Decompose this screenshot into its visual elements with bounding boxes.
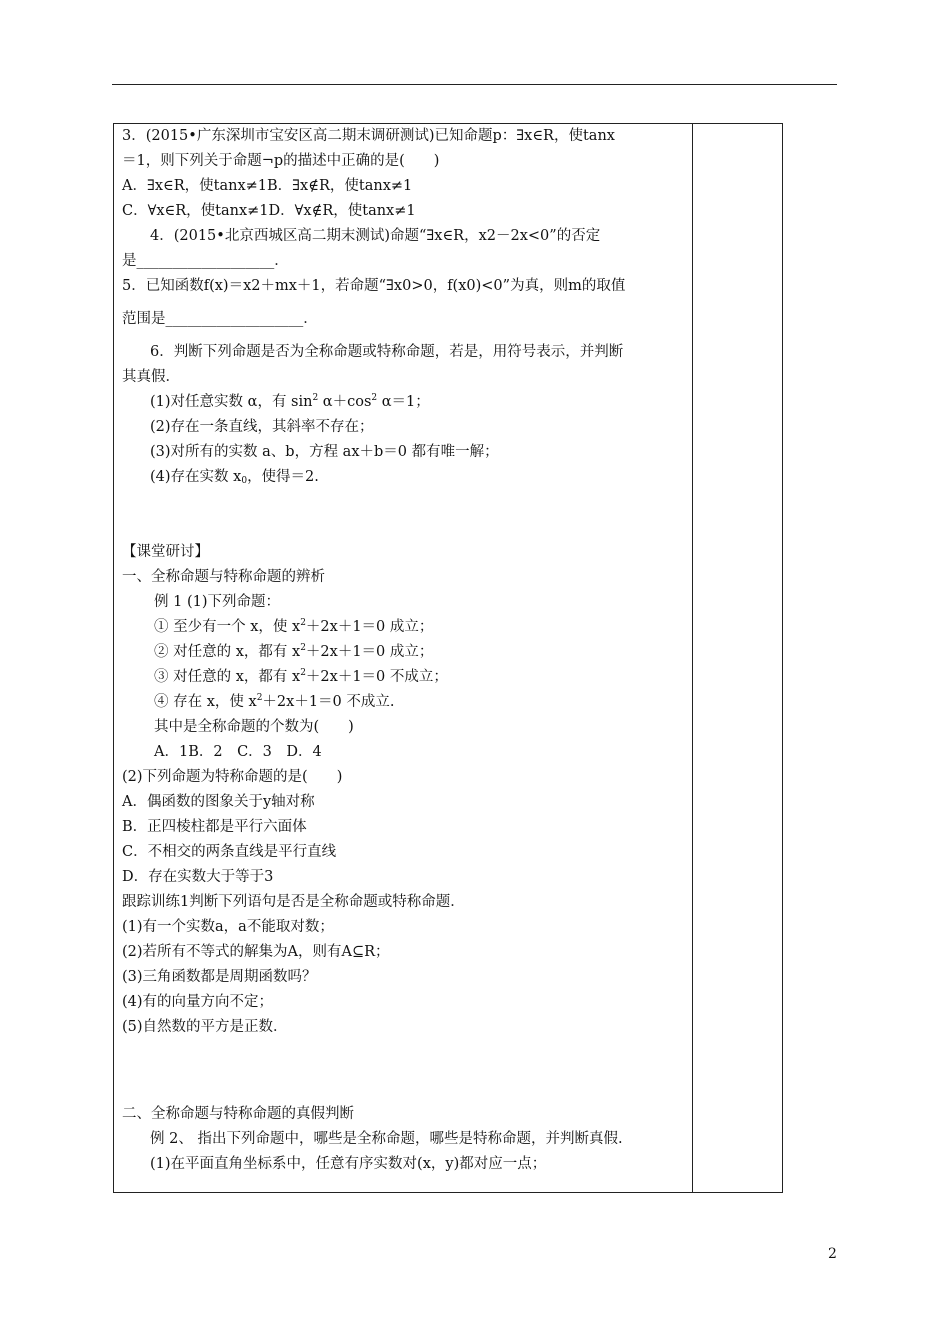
q4-line1: 4．(2015•北京西城区高二期末测试)命题“∃x∈R，x2－2x<0”的否定	[150, 228, 601, 244]
example1-choice-2: ② 对任意的 x，都有 $x^2+2x+1=0$ 成立；	[154, 643, 434, 660]
example1-title: 例 1 (1)下列命题：	[154, 594, 280, 610]
example1-part2-option-a: A．偶函数的图象关于y轴对称	[122, 794, 315, 810]
example1-choice-1: ① 至少有一个 x，使 $x^2+2x+1=0$ 成立；	[154, 618, 434, 635]
example2-title: 例 2、 指出下列命题中，哪些是全称命题，哪些是特称命题，并判断真假.	[150, 1131, 623, 1147]
section-title: 【课堂研讨】	[122, 544, 209, 560]
q4-line2: 是___________________．	[122, 253, 289, 269]
training1-item-5: (5)自然数的平方是正数．	[122, 1019, 288, 1035]
example1-part2-option-c: C．不相交的两条直线是平行直线	[122, 844, 337, 860]
example1-choice-4: ④ 存在 x，使 $x^2+2x+1=0$ 不成立.	[154, 693, 395, 710]
training1-title: 跟踪训练1判断下列语句是否是全称命题或特称命题．	[122, 894, 465, 910]
notes-column-divider	[692, 123, 693, 1193]
q5-line2: 范围是___________________．	[122, 311, 318, 327]
example1-question: 其中是全称命题的个数为( )	[154, 719, 354, 735]
q3-line3: A．∃x∈R，使tanx≠1B．∃x∉R，使tanx≠1	[122, 178, 413, 194]
q6-item1: (1)对任意实数 α，有 $\sin^2 \alpha+\cos^2$ α＝1；	[150, 393, 430, 410]
training1-item-4: (4)有的向量方向不定；	[122, 994, 274, 1010]
example2-item-1: (1)在平面直角坐标系中，任意有序实数对(x，y)都对应一点；	[150, 1156, 547, 1172]
q3-line4: C．∀x∈R，使tanx≠1D．∀x∉R，使tanx≠1	[122, 203, 416, 219]
training1-item-1: (1)有一个实数a，a不能取对数；	[122, 919, 334, 935]
example1-choice-3: ③ 对任意的 x，都有 $x^2+2x+1=0$ 不成立；	[154, 668, 448, 685]
q6-item3: (3)对所有的实数 a、b，方程 ax＋b＝0 都有唯一解；	[150, 444, 499, 460]
training1-item-2: (2)若所有不等式的解集为A，则有A⊆R；	[122, 944, 390, 960]
example1-part2-option-d: D．存在实数大于等于3	[122, 869, 274, 885]
q3-line1: 3．(2015•广东深圳市宝安区高二期末调研测试)已知命题p：∃x∈R，使tanx	[122, 128, 615, 144]
q3-line2: ＝1，则下列关于命题¬p的描述中正确的是( )	[122, 153, 440, 169]
worksheet-content	[122, 124, 688, 1177]
training1-item-3: (3)三角函数都是周期函数吗？	[122, 969, 317, 985]
part2-heading: 二、全称命题与特称命题的真假判断	[122, 1106, 354, 1122]
example1-part2: (2)下列命题为特称命题的是( )	[122, 769, 343, 785]
q6-item4: (4)存在实数 $x_0$，使得＝2.	[150, 469, 319, 486]
example1-options: A．1B．2 C．3 D．4	[154, 744, 322, 760]
part1-heading: 一、全称命题与特称命题的辨析	[122, 569, 325, 585]
q6-item2: (2)存在一条直线，其斜率不存在；	[150, 419, 374, 435]
page-number: 2	[828, 1246, 837, 1262]
q6-line2: 其真假．	[122, 369, 180, 385]
q5-line1: 5．已知函数f(x)＝x2＋mx＋1，若命题“∃x0>0，f(x0)<0”为真，则m的取值	[122, 278, 626, 294]
example1-part2-option-b: B．正四棱柱都是平行六面体	[122, 819, 307, 835]
q6-line1: 6．判断下列命题是否为全称命题或特称命题，若是，用符号表示，并判断	[150, 344, 624, 360]
header-rule	[112, 84, 837, 85]
